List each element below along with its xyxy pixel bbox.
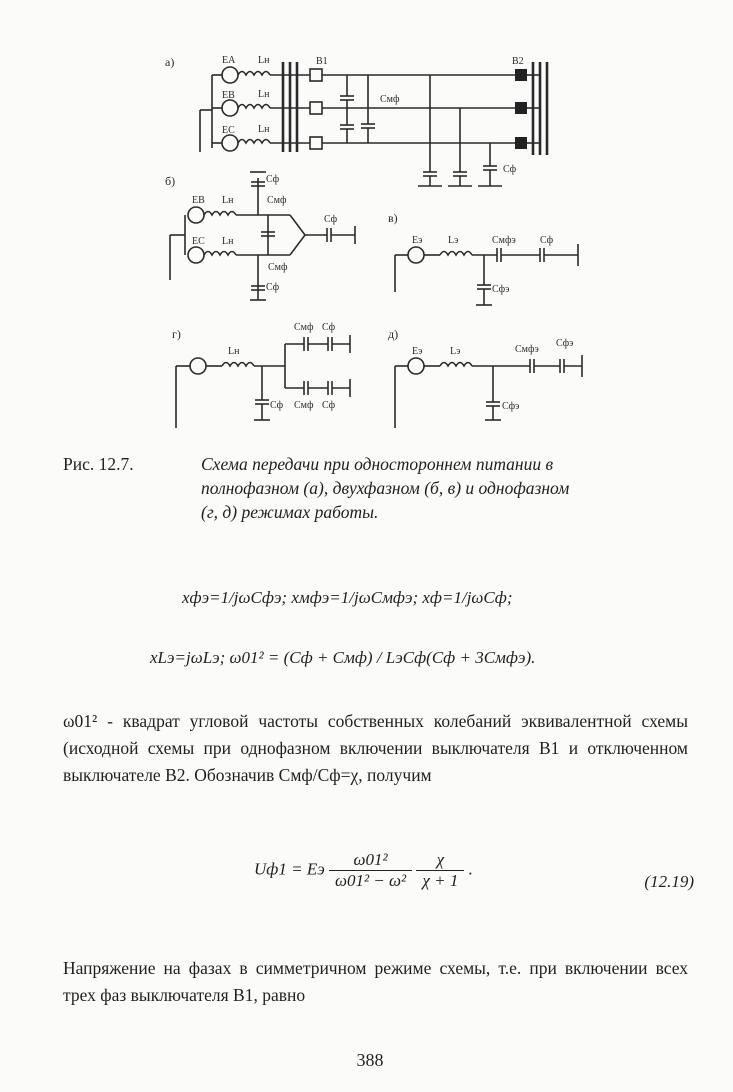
panel-label-b: б) xyxy=(165,174,176,188)
label-ln-b1: Lн xyxy=(222,195,234,206)
panel-label-v: в) xyxy=(388,211,398,225)
label-cf-b1: Cф xyxy=(324,214,338,225)
label-cf-g3: Cф xyxy=(270,400,284,411)
label-cmf-g1: Cмф xyxy=(294,322,314,333)
label-cmf-a: Cмф xyxy=(380,94,400,105)
label-ln-b2: Lн xyxy=(222,236,234,247)
label-ln-a1: Lн xyxy=(258,55,270,66)
label-le-d: Lэ xyxy=(450,346,461,357)
label-ec-b: EC xyxy=(192,236,205,247)
paragraph-2: Напряжение на фазах в симметричном режиме схемы, т.е. при включении всех трех фаз выключателя В1, равно xyxy=(63,958,688,1005)
label-cf-g2: Cф xyxy=(322,400,336,411)
label-ln-g: Lн xyxy=(228,346,240,357)
paragraph-1 xyxy=(63,708,688,789)
label-ec: EC xyxy=(222,125,235,136)
equation-12-19 xyxy=(254,850,694,930)
equation-fraction-2 xyxy=(416,850,464,891)
label-b2: В2 xyxy=(512,56,524,67)
fraction-1-numerator: ω01² xyxy=(329,850,412,871)
label-cfe-d2: Cфэ xyxy=(502,401,520,412)
label-cf-v: Cф xyxy=(540,235,554,246)
formula-line1: xфэ=1/jωCфэ; xмфэ=1/jωCмфэ; xф=1/jωCф; xyxy=(182,588,513,607)
label-cf-b2: Cф xyxy=(266,174,280,185)
label-cmf-g2: Cмф xyxy=(294,400,314,411)
label-ea: EA xyxy=(222,55,236,66)
paragraph-1-rest: эквивалентной схемы (исходной схемы при однофазном включении выключателя В1 и отключенном выключателе В2. Обозначив Cмф/Cф=χ, получим xyxy=(63,711,689,785)
label-cf-a: Cф xyxy=(503,164,517,175)
label-b1: В1 xyxy=(316,56,328,67)
label-cfe-v: Cфэ xyxy=(492,284,510,295)
label-cf-g1: Cф xyxy=(322,322,336,333)
caption-prefix: Рис. 12.7. xyxy=(63,454,134,474)
panel-label-d: д) xyxy=(388,327,399,341)
label-cf-b3: Cф xyxy=(266,282,280,293)
equation-tail: . xyxy=(468,859,473,879)
label-le-v: Lэ xyxy=(448,235,459,246)
label-eb: EB xyxy=(222,90,235,101)
label-ln-a3: Lн xyxy=(258,124,270,135)
fraction-2-numerator: χ xyxy=(416,850,464,871)
caption-line1: Схема передачи при одностороннем питании в xyxy=(201,454,554,474)
paragraph-1-lead: ω01² - квадрат угловой частоты собственных колебаний xyxy=(63,711,512,731)
label-cfe-d1: Cфэ xyxy=(556,338,574,349)
label-cmfe-v: Cмфэ xyxy=(492,235,516,246)
fraction-2-denominator: χ + 1 xyxy=(422,871,459,890)
label-eb-b: EB xyxy=(192,195,205,206)
figure-caption xyxy=(63,452,683,524)
equation-fraction-1 xyxy=(329,850,412,891)
page-number: 388 xyxy=(356,1050,384,1070)
equation-lhs: Uф1 = Eэ xyxy=(254,859,325,879)
label-cmfe-d: Cмфэ xyxy=(515,344,539,355)
label-cmf-b2: Cмф xyxy=(268,262,288,273)
panel-label-a: а) xyxy=(165,55,175,69)
fraction-1-denominator: ω01² − ω² xyxy=(334,871,407,890)
caption-line2: полнофазном (а), двухфазном (б, в) и однофазном xyxy=(201,478,570,498)
caption-line3: (г, д) режимах работы. xyxy=(201,502,379,522)
panel-label-g: г) xyxy=(172,327,181,341)
equation-number: (12.19) xyxy=(644,872,694,891)
formula-line2: xLэ=jωLэ; ω01² = (Cф + Cмф) / LэCф(Cф + 3Cмфэ). xyxy=(150,648,536,667)
label-ee-d: Eэ xyxy=(412,346,423,357)
label-ln-a2: Lн xyxy=(258,89,270,100)
label-ee-v: Eэ xyxy=(412,235,423,246)
label-cmf-b1: Cмф xyxy=(267,195,287,206)
circuit-figure xyxy=(0,0,733,440)
